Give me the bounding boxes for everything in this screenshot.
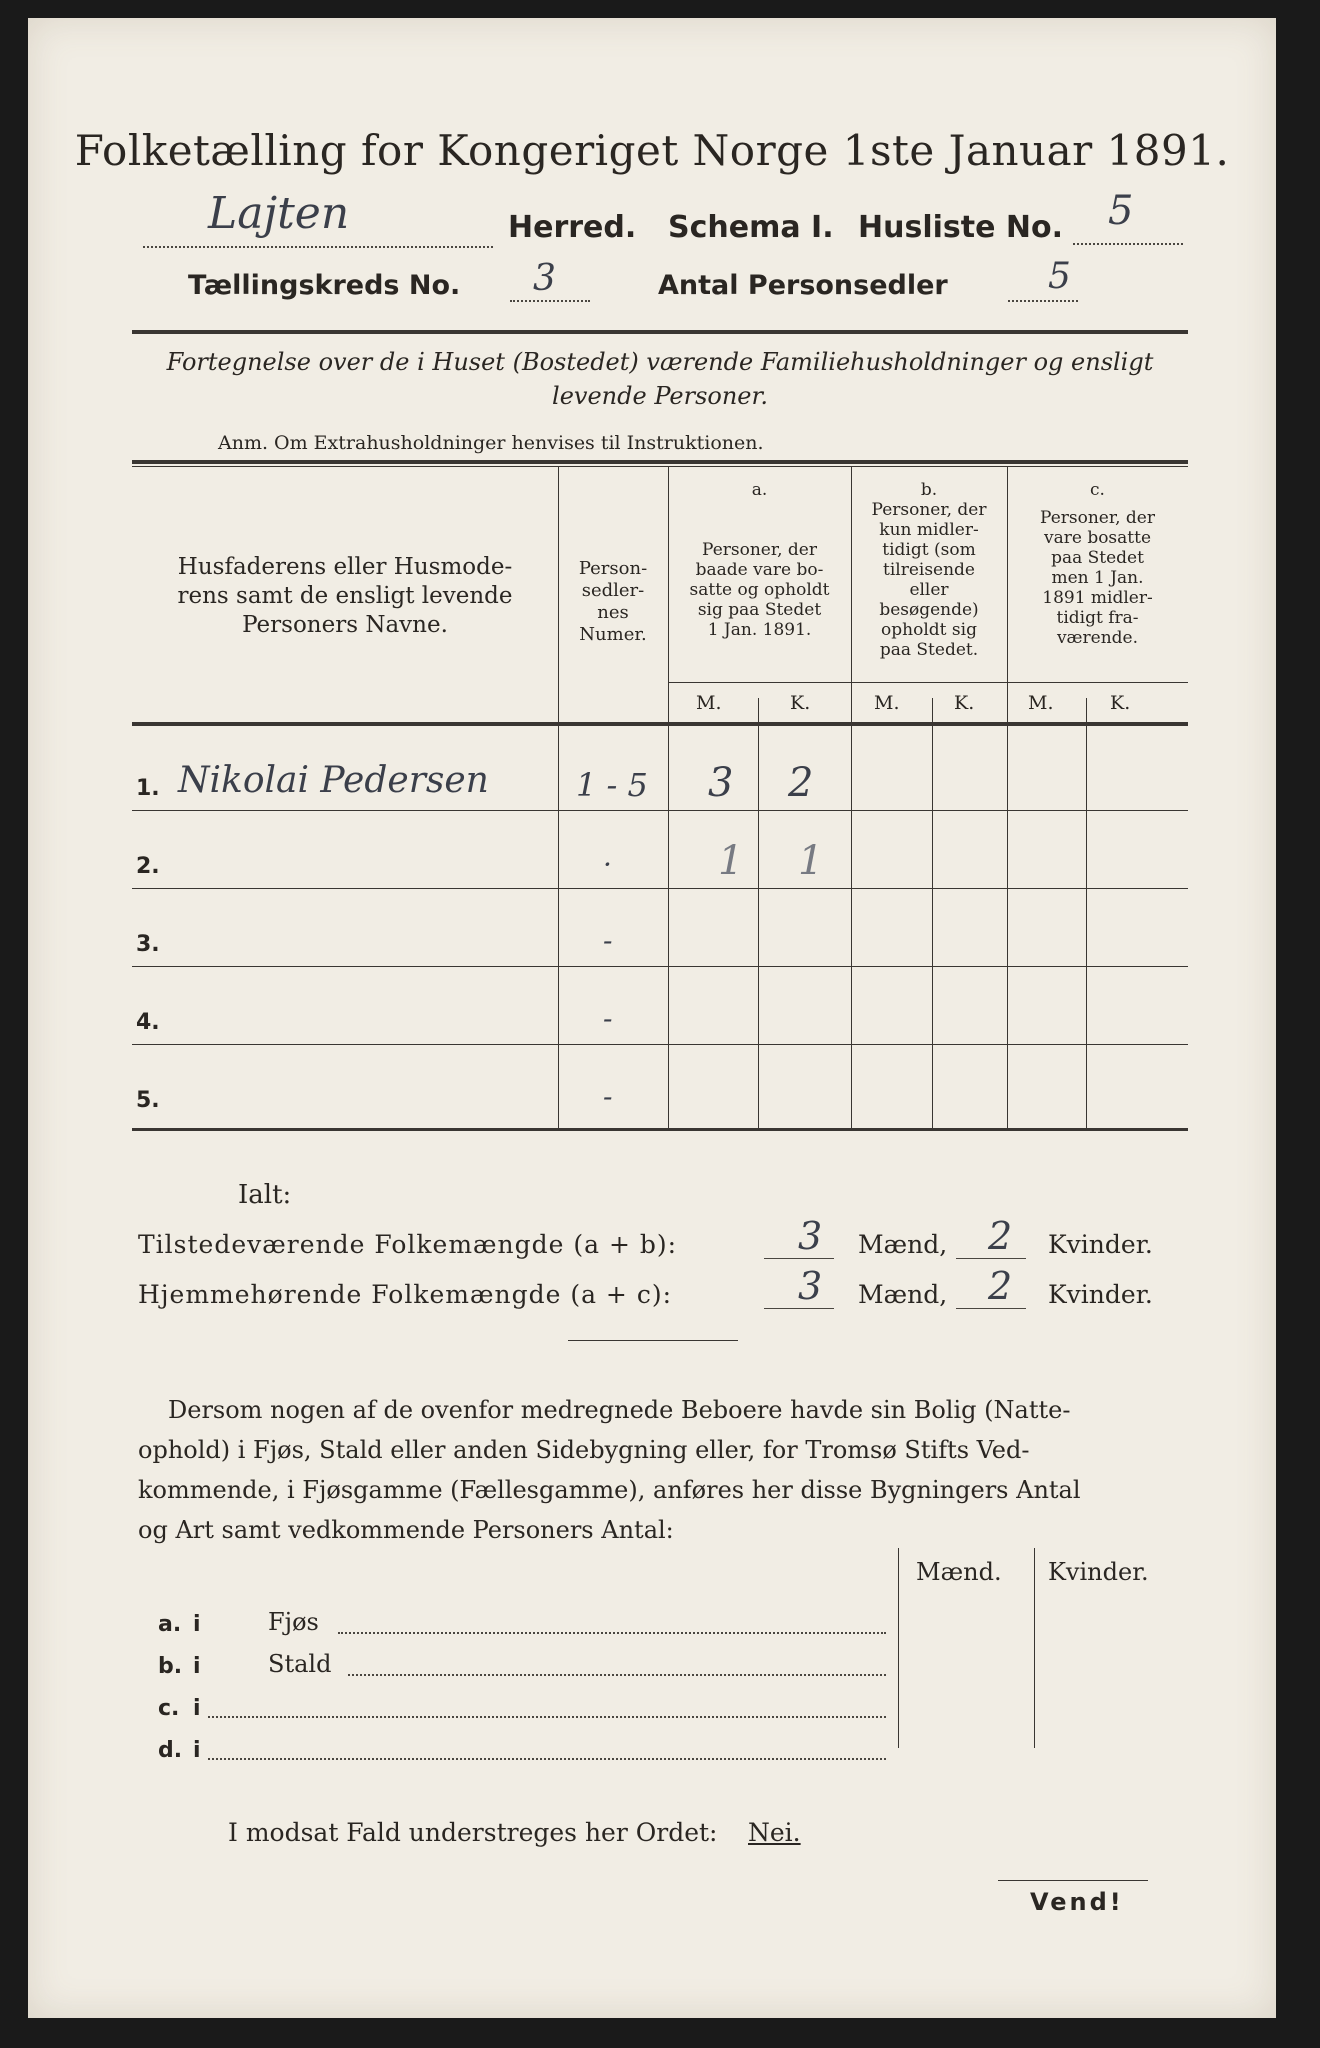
- totals-line-1-kvinder: Kvinder.: [1048, 1230, 1153, 1259]
- col-b-l4: tilreisende: [882, 560, 975, 580]
- herred-label: Herred.: [508, 210, 637, 245]
- totals-line-1-k: 2: [988, 1214, 1013, 1258]
- col-names-l3: Personers Navne.: [242, 612, 448, 638]
- totals-line-1-k-line: [956, 1258, 1026, 1259]
- col-a-k: K.: [790, 692, 811, 714]
- totals-line-1-m: 3: [798, 1214, 823, 1258]
- col-b-header: [851, 480, 1007, 660]
- bottom-vline-2: [1034, 1548, 1035, 1748]
- row-2-a-k: 1: [798, 838, 824, 884]
- col-b-l2: kun midler-: [879, 520, 979, 540]
- herred-dots: [143, 246, 493, 248]
- husliste-label: Husliste No.: [858, 210, 1063, 245]
- row-2-num: ·: [603, 848, 612, 881]
- col-a-l1: Personer, der: [702, 540, 817, 560]
- item-c-letter: c.: [158, 1696, 180, 1721]
- row-4-num: -: [603, 1002, 613, 1035]
- item-b-i: i: [193, 1654, 201, 1679]
- item-a-letter: a.: [158, 1612, 182, 1637]
- header-rule: [132, 330, 1188, 334]
- col-a-l3: satte og opholdt: [689, 580, 830, 600]
- totals-line-1-maend: Mænd,: [858, 1230, 948, 1259]
- item-c-i: i: [193, 1696, 201, 1721]
- row-4-rule: [132, 1044, 1188, 1045]
- col-names-header: [140, 553, 550, 640]
- col-b-l5: eller: [909, 580, 949, 600]
- nei-word: Nei.: [748, 1818, 801, 1847]
- totals-line-2-label: Hjemmehørende Folkemængde (a + c):: [138, 1280, 672, 1309]
- col-b-l8: paa Stedet.: [879, 640, 979, 660]
- row-1-number: 1.: [136, 776, 160, 801]
- antal-handwriting: 5: [1048, 256, 1071, 297]
- totals-line-2-maend: Mænd,: [858, 1280, 948, 1309]
- col-num-l4: Numer.: [579, 624, 647, 645]
- col-b-k: K.: [954, 692, 975, 714]
- row-1-num: 1 - 5: [576, 766, 648, 804]
- table-vline-c-mk: [1086, 698, 1087, 1128]
- col-a-m: M.: [696, 692, 722, 714]
- row-1-a-k: 2: [788, 760, 814, 806]
- row-2-number: 2.: [136, 854, 160, 879]
- row-4-number: 4.: [136, 1010, 160, 1035]
- col-b-l6: besøgende): [879, 600, 979, 620]
- col-c-l6: tidigt fra-: [1056, 608, 1139, 628]
- bottom-col-kvinder: Kvinder.: [1048, 1558, 1149, 1586]
- bottom-col-maend: Mænd.: [916, 1558, 1002, 1586]
- col-c-k: K.: [1110, 692, 1131, 714]
- row-3-number: 3.: [136, 932, 160, 957]
- item-b-letter: b.: [158, 1654, 183, 1679]
- vend-text: Vend!: [1030, 1888, 1124, 1916]
- col-c-l5: 1891 midler-: [1042, 588, 1153, 608]
- col-a-letter: a.: [751, 480, 768, 500]
- totals-line-2-k-line: [956, 1308, 1026, 1309]
- col-names-l1: Husfaderens eller Husmode-: [177, 554, 513, 580]
- col-num-l3: nes: [597, 602, 629, 623]
- col-c-l2: vare bosatte: [1043, 528, 1152, 548]
- husliste-handwriting: 5: [1108, 188, 1134, 234]
- col-a-header: [668, 480, 851, 640]
- item-b-label: Stald: [268, 1650, 332, 1678]
- col-c-header: [1007, 480, 1188, 648]
- col-b-l3: tidigt (som: [882, 540, 976, 560]
- row-5-number: 5.: [136, 1088, 160, 1113]
- table-bottom-rule: [132, 1128, 1188, 1131]
- col-b-letter: b.: [920, 480, 938, 500]
- intro-line-2: levende Personer.: [552, 382, 768, 410]
- vend-rule: [998, 1880, 1148, 1881]
- modsat-text: I modsat Fald understreges her Ordet:: [228, 1818, 718, 1847]
- antal-label: Antal Personsedler: [658, 270, 948, 301]
- table-top-rule: [132, 460, 1188, 464]
- kreds-handwriting: 3: [533, 258, 556, 299]
- row-3-rule: [132, 966, 1188, 967]
- form-title: Folketælling for Kongeriget Norge 1ste Januar 1891.: [74, 126, 1230, 175]
- totals-line-2-m: 3: [798, 1264, 823, 1308]
- totals-line-1-label: Tilstedeværende Folkemængde (a + b):: [138, 1230, 678, 1259]
- row-1-a-m: 3: [708, 760, 734, 806]
- section-divider: [568, 1340, 738, 1341]
- row-3-num: -: [603, 924, 613, 957]
- col-c-l3: paa Stedet: [1051, 548, 1144, 568]
- col-c-l4: men 1 Jan.: [1051, 568, 1144, 588]
- header-bottom-rule: [132, 722, 1188, 726]
- item-d-letter: d.: [158, 1738, 183, 1763]
- ialt-label: Ialt:: [238, 1180, 292, 1210]
- row-2-rule: [132, 888, 1188, 889]
- antal-dots: [1008, 300, 1078, 302]
- col-c-l7: værende.: [1056, 628, 1139, 648]
- mk-top-rule: [668, 682, 1188, 683]
- schema-label: Schema I.: [668, 210, 834, 245]
- table-top-rule-2: [132, 466, 1188, 467]
- row-5-num: -: [603, 1080, 613, 1113]
- intro-line-1: Fortegnelse over de i Huset (Bostedet) værende Familiehusholdninger og ensligt: [166, 348, 1154, 376]
- totals-line-1-m-line: [764, 1258, 834, 1259]
- col-b-m: M.: [874, 692, 900, 714]
- item-c-dots: [208, 1716, 886, 1718]
- bottom-paragraph-2: ophold) i Fjøs, Stald eller anden Sidebygning eller, for Tromsø Stifts Ved-: [138, 1436, 1030, 1464]
- item-d-i: i: [193, 1738, 201, 1763]
- herred-handwriting: Lajten: [208, 188, 350, 239]
- row-1-name: Nikolai Pedersen: [178, 760, 489, 801]
- table-vline-b-mk: [932, 698, 933, 1128]
- col-b-l1: Personer, der: [871, 500, 987, 520]
- item-b-dots: [348, 1674, 886, 1676]
- item-a-label: Fjøs: [268, 1608, 319, 1636]
- census-form-page: [28, 18, 1276, 2018]
- row-2-a-m: 1: [718, 838, 744, 884]
- col-a-l2: baade vare bo-: [695, 560, 824, 580]
- bottom-paragraph-3: kommende, i Fjøsgamme (Fællesgamme), anføres her disse Bygningers Antal: [138, 1476, 1081, 1504]
- totals-line-2-m-line: [764, 1308, 834, 1309]
- col-a-l5: 1 Jan. 1891.: [707, 620, 812, 640]
- item-d-dots: [208, 1758, 886, 1760]
- col-num-l1: Person-: [578, 558, 648, 579]
- col-c-l1: Personer, der: [1040, 508, 1155, 528]
- bottom-paragraph-4: og Art samt vedkommende Personers Antal:: [138, 1516, 674, 1544]
- col-num-header: [558, 558, 668, 646]
- col-num-l2: sedler-: [581, 580, 645, 601]
- col-c-m: M.: [1028, 692, 1054, 714]
- anm-note: Anm. Om Extrahusholdninger henvises til Instruktionen.: [218, 432, 764, 454]
- item-a-dots: [338, 1632, 886, 1634]
- row-1-rule: [132, 810, 1188, 811]
- col-a-l4: sig paa Stedet: [697, 600, 822, 620]
- totals-line-2-kvinder: Kvinder.: [1048, 1280, 1153, 1309]
- col-names-l2: rens samt de ensligt levende: [177, 583, 513, 609]
- col-b-l7: opholdt sig: [881, 620, 977, 640]
- col-c-letter: c.: [1090, 480, 1105, 500]
- table-vline-a-mk: [758, 698, 759, 1128]
- bottom-paragraph-1: Dersom nogen af de ovenfor medregnede Beboere havde sin Bolig (Natte-: [168, 1396, 1071, 1424]
- kreds-label: Tællingskreds No.: [188, 270, 461, 301]
- item-a-i: i: [193, 1612, 201, 1637]
- kreds-dots: [510, 300, 590, 302]
- totals-line-2-k: 2: [988, 1264, 1013, 1308]
- husliste-dots: [1073, 243, 1183, 245]
- bottom-vline-1: [898, 1548, 899, 1748]
